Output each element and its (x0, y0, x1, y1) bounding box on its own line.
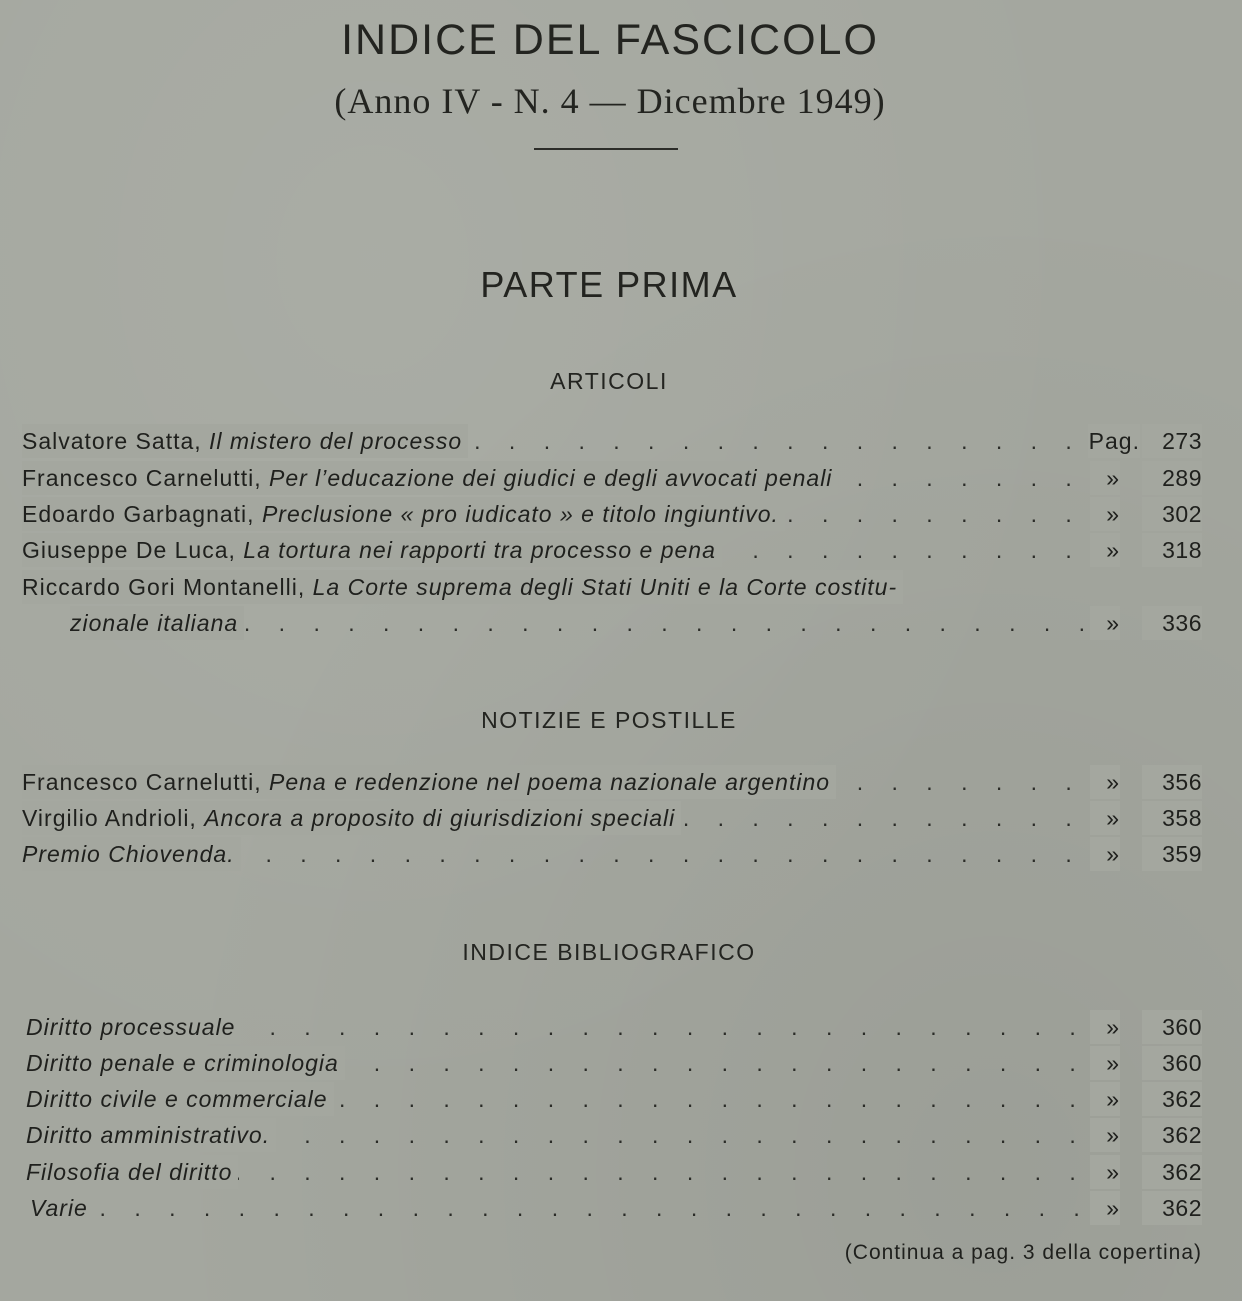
entry-page-number: 359 (1142, 837, 1202, 871)
toc-entry-notizie-3 (22, 837, 1202, 871)
toc-entry-articoli-2 (22, 461, 1202, 495)
divider-rule (534, 148, 678, 150)
part-heading: PARTE PRIMA (480, 264, 738, 305)
entry-page-number: 360 (1142, 1046, 1202, 1080)
issue-subtitle: (Anno IV - N. 4 — Dicembre 1949) (334, 81, 886, 121)
entry-author: Riccardo Gori Montanelli, (22, 574, 306, 600)
toc-entry-articoli-5-continued (70, 606, 1202, 640)
entry-page-prefix: » (1090, 606, 1120, 640)
entry-title-continued: zionale italiana (70, 610, 239, 636)
section-heading-articoli: ARTICOLI (550, 368, 668, 394)
entry-page-number: 356 (1142, 765, 1202, 799)
section-heading-bibliografico: INDICE BIBLIOGRAFICO (462, 939, 756, 965)
leader-dots (30, 1191, 1092, 1225)
entry-author: Salvatore Satta, (22, 428, 202, 454)
entry-page-prefix: » (1090, 1155, 1120, 1189)
entry-page-prefix: » (1090, 533, 1120, 567)
entry-page-number: 358 (1142, 801, 1202, 835)
entry-title: Diritto penale e criminologia (26, 1050, 339, 1076)
entry-page-prefix: » (1090, 765, 1120, 799)
entry-page-number: 318 (1142, 533, 1202, 567)
entry-page-prefix: » (1090, 837, 1120, 871)
toc-entry-biblio-3 (26, 1082, 1202, 1116)
entry-page-prefix: Pag. (1088, 424, 1140, 458)
toc-entry-biblio-2 (26, 1046, 1202, 1080)
entry-title: Premio Chiovenda. (22, 841, 235, 867)
page-title: INDICE DEL FASCICOLO (341, 16, 879, 64)
toc-entry-notizie-2 (22, 801, 1202, 835)
entry-title: Preclusione « pro iudicato » e titolo ingiuntivo. (261, 501, 779, 527)
entry-page-prefix: » (1090, 497, 1120, 531)
entry-page-prefix: » (1090, 1118, 1120, 1152)
entry-page-number: 362 (1142, 1082, 1202, 1116)
entry-page-prefix: » (1090, 1046, 1120, 1080)
toc-entry-articoli-4 (22, 533, 1202, 567)
toc-entry-biblio-1 (26, 1010, 1202, 1044)
toc-entry-biblio-4 (26, 1118, 1202, 1152)
entry-title: La tortura nei rapporti tra processo e pena (243, 537, 716, 563)
entry-author: Giuseppe De Luca, (22, 537, 236, 563)
toc-entry-articoli-1 (22, 424, 1202, 458)
toc-entry-notizie-1 (22, 765, 1202, 799)
section-heading-notizie: NOTIZIE E POSTILLE (481, 707, 737, 733)
entry-title: Il mistero del processo (209, 428, 463, 454)
entry-title: Pena e redenzione nel poema nazionale argentino (268, 769, 831, 795)
entry-page-number: 273 (1142, 424, 1202, 458)
entry-page-number: 362 (1142, 1191, 1202, 1225)
entry-page-prefix: » (1090, 1191, 1120, 1225)
entry-author: Francesco Carnelutti, (22, 465, 262, 491)
entry-page-number: 360 (1142, 1010, 1202, 1044)
toc-entry-articoli-5 (22, 570, 1202, 604)
toc-entry-articoli-3 (22, 497, 1202, 531)
entry-title: Diritto amministrativo. (26, 1122, 271, 1148)
entry-page-prefix: » (1090, 461, 1120, 495)
entry-title: Per l’educazione dei giudici e degli avvocati penali (268, 465, 833, 491)
entry-title: Diritto civile e commerciale (26, 1086, 328, 1112)
entry-page-number: 362 (1142, 1118, 1202, 1152)
entry-author: Francesco Carnelutti, (22, 769, 262, 795)
entry-title: Filosofia del diritto (26, 1159, 233, 1185)
entry-page-number: 362 (1142, 1155, 1202, 1189)
entry-page-number: 336 (1142, 606, 1202, 640)
entry-page-prefix: » (1090, 1010, 1120, 1044)
entry-title: La Corte suprema degli Stati Uniti e la Corte costitu- (312, 574, 898, 600)
entry-title: Diritto processuale (26, 1014, 236, 1040)
entry-page-number: 302 (1142, 497, 1202, 531)
entry-title: Ancora a proposito di giurisdizioni speciali (204, 805, 676, 831)
toc-entry-biblio-6 (30, 1191, 1202, 1225)
entry-author: Virgilio Andrioli, (22, 805, 197, 831)
entry-page-prefix: » (1090, 801, 1120, 835)
entry-title: Varie (30, 1195, 88, 1221)
entry-author: Edoardo Garbagnati, (22, 501, 255, 527)
toc-entry-biblio-5 (26, 1155, 1202, 1189)
continuation-note: (Continua a pag. 3 della copertina) (844, 1241, 1202, 1264)
entry-page-prefix: » (1090, 1082, 1120, 1116)
entry-page-number: 289 (1142, 461, 1202, 495)
